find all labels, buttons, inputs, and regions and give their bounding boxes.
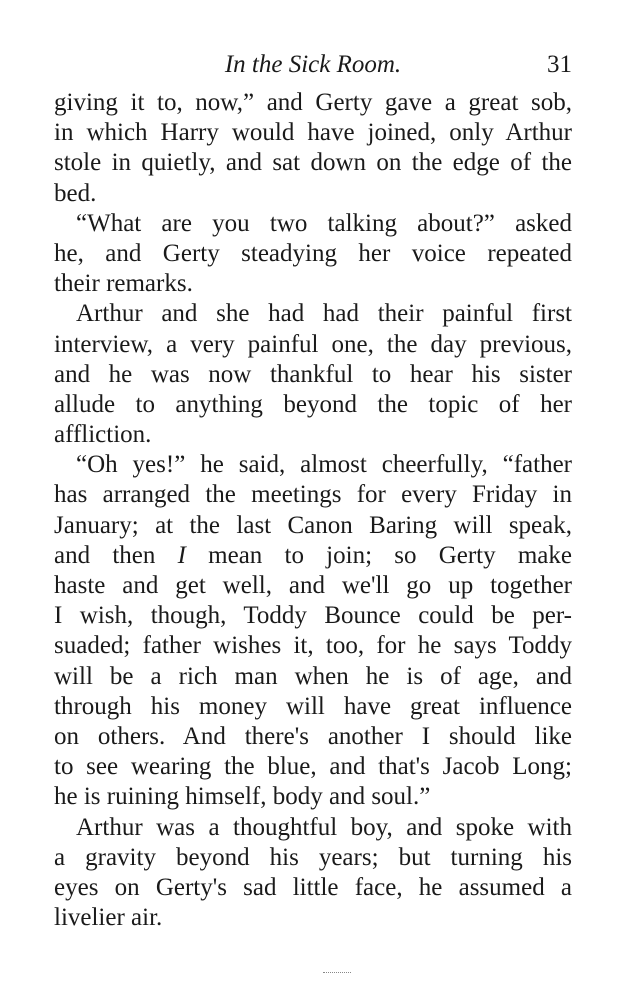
text-line: stole in quietly, and sat down on the edge of the — [54, 149, 572, 177]
text-line: Arthur and she had had their painful first — [76, 300, 572, 328]
text-line: eyes on Gerty's sad little face, he assumed a — [54, 873, 572, 901]
running-title: In the Sick Room. — [224, 51, 402, 78]
text-line: suaded; father wishes it, too, for he says Toddy — [54, 632, 572, 660]
text-line: affliction. — [54, 421, 152, 449]
text-line: has arranged the meetings for every Friday in — [54, 481, 572, 509]
text-line: he is ruining himself, body and soul.” — [54, 783, 431, 811]
footer-mark — [323, 972, 351, 975]
text-line: Arthur was a thoughtful boy, and spoke with — [76, 813, 572, 841]
text-line: and then I mean to join; so Gerty make — [54, 541, 572, 569]
text-line: will be a rich man when he is of age, and — [54, 662, 572, 690]
page-number: 31 — [547, 51, 572, 78]
text-line: January; at the last Canon Baring will speak, — [54, 511, 572, 539]
text-line: to see wearing the blue, and that's Jacob Long; — [54, 753, 572, 781]
text-line: allude to anything beyond the topic of her — [54, 390, 572, 418]
text-line: their remarks. — [54, 270, 193, 298]
text-line: giving it to, now,” and Gerty gave a great sob, — [54, 89, 572, 116]
text-line: I wish, though, Toddy Bounce could be per- — [54, 602, 572, 630]
text-line: “Oh yes!” he said, almost cheerfully, “father — [76, 451, 572, 479]
text-line: haste and get well, and we'll go up together — [54, 572, 572, 599]
text-line: a gravity beyond his years; but turning his — [54, 843, 572, 871]
text-line: “What are you two talking about?” asked — [76, 209, 572, 237]
text-line: livelier air. — [54, 904, 163, 932]
body-text — [54, 88, 572, 933]
text-line: bed. — [54, 179, 97, 207]
running-head — [54, 48, 572, 82]
text-line: interview, a very painful one, the day previous, — [54, 330, 572, 358]
text-line: in which Harry would have joined, only Arthur — [54, 119, 572, 147]
text-line: he, and Gerty steadying her voice repeated — [54, 239, 572, 267]
text-line: and he was now thankful to hear his sister — [54, 360, 572, 388]
text-line: on others. And there's another I should like — [54, 722, 572, 750]
text-line: through his money will have great influence — [54, 692, 572, 720]
